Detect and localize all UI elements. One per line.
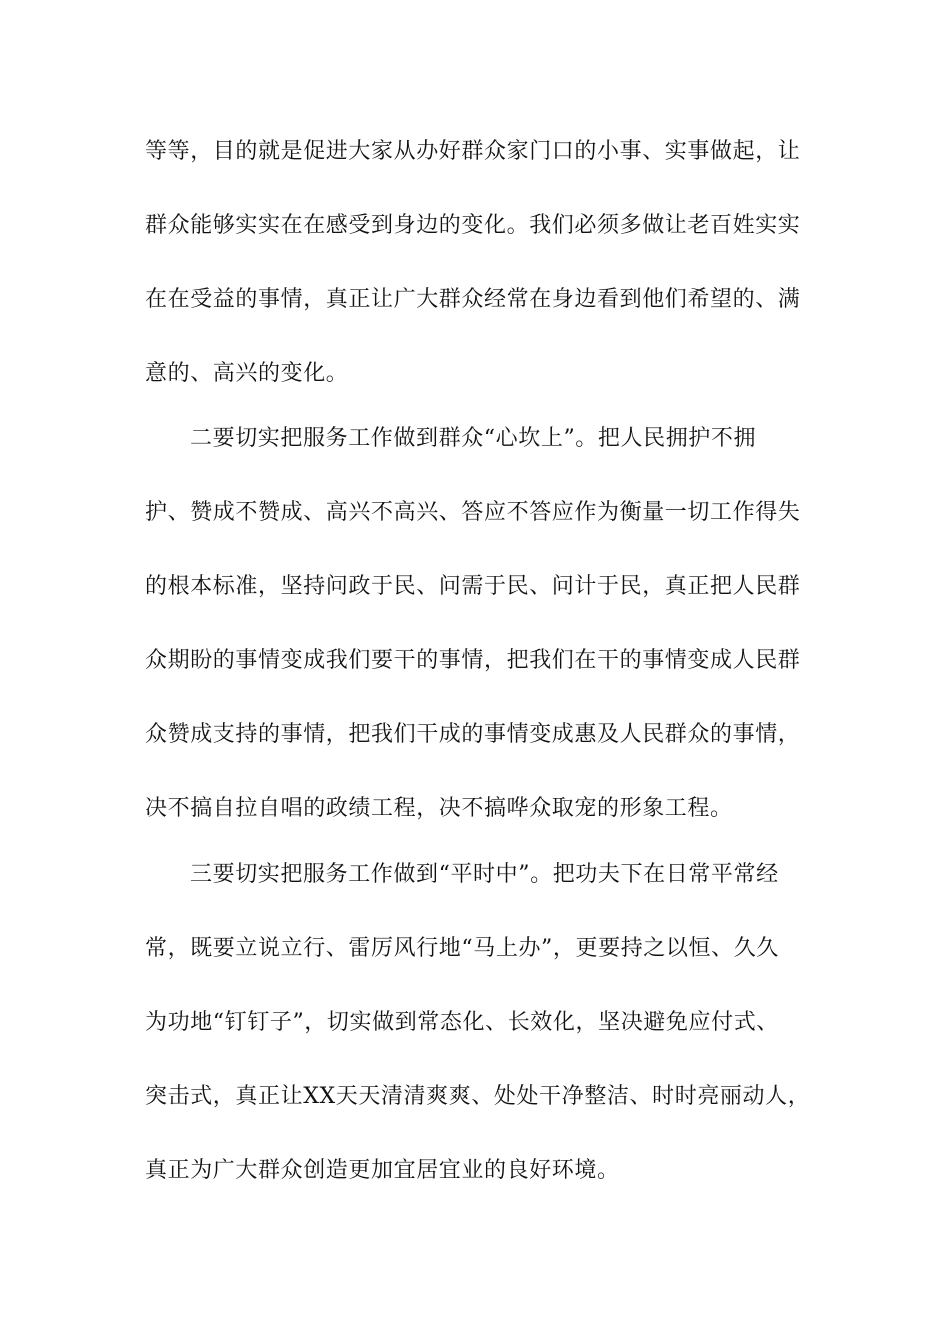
text-line: 等等，目的就是促进大家从办好群众家门口的小事、实事做起，让 [145,139,801,164]
text-line: 众赞成支持的事情，把我们干成的事情变成惠及人民群众的事情， [145,722,801,747]
text-line: 二要切实把服务工作做到群众“心坎上”。把人民拥护不拥 [190,426,757,451]
text-line: 在在受益的事情，真正让广大群众经常在身边看到他们希望的、满 [145,287,801,312]
text-line: 的根本标准，坚持问政于民、问需于民、问计于民，真正把人民群 [145,574,801,599]
text-line: 真正为广大群众创造更加宜居宜业的良好环境。 [145,1158,620,1183]
text-line: 众期盼的事情变成我们要干的事情，把我们在干的事情变成人民群 [145,648,801,673]
text-line: 常，既要立说立行、雷厉风行地“马上办”，更要持之以恒、久久 [145,936,779,961]
text-line: 为功地“钉钉子”，切实做到常态化、长效化，坚决避免应付式、 [145,1010,779,1035]
text-line: 决不搞自拉自唱的政绩工程，决不搞哗众取宠的形象工程。 [145,796,733,821]
text-line: 护、赞成不赞成、高兴不高兴、答应不答应作为衡量一切工作得失 [145,500,801,525]
text-line: 群众能够实实在在感受到身边的变化。我们必须多做让老百姓实实 [145,213,801,238]
text-line: 突击式，真正让XX天天清清爽爽、处处干净整洁、时时亮丽动人， [145,1084,811,1109]
text-line: 三要切实把服务工作做到“平时中”。把功夫下在日常平常经 [190,862,779,887]
text-line: 意的、高兴的变化。 [145,361,349,386]
